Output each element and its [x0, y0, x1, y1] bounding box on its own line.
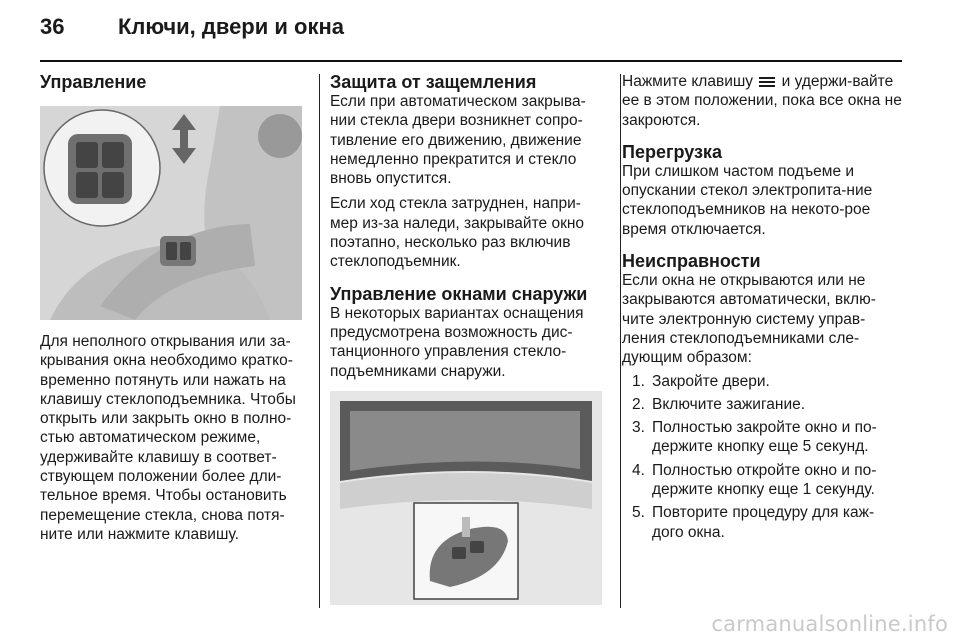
section-heading-overload: Перегрузка: [622, 141, 722, 162]
door-panel-drawing: [40, 106, 302, 320]
reset-steps-list: [622, 372, 904, 542]
column-1: [40, 72, 302, 544]
control-paragraph: Для неполного открывания или за-крывания окна необходимо кратко-временно потянуть или нажать на клавишу стеклоподъемника. Чтобы открыть или закрыть окно в полно-стью автоматическом режиме, удерживайте клавишу в соответ-ствующем положении более дли-тельное время. Чтобы остановить перемещение стекла, снова потя-ните или нажмите клавишу.: [40, 333, 296, 543]
list-item: 4. Полностью откройте окно и по-держите кнопку еще 1 секунду.: [632, 461, 877, 499]
list-item: 3. Полностью закройте окно и по-держите кнопку еще 5 секунд.: [632, 419, 877, 456]
anti-pinch-paragraph-2: Если ход стекла затруднен, напри-мер из-за наледи, закрывайте окно поэтапно, несколько раз включив стеклоподъемник.: [330, 195, 585, 271]
menu-key-text-before: Нажмите клавишу: [622, 73, 754, 90]
car-door-key-drawing: [330, 391, 602, 605]
section-heading-control: Управление: [40, 72, 147, 92]
column-3: [622, 72, 904, 546]
menu-key-icon: [759, 77, 775, 87]
menu-key-paragraph: [622, 72, 904, 130]
column-2: [330, 72, 602, 605]
list-item: 2. Включите зажигание.: [632, 395, 806, 413]
window-switch-illustration: [40, 106, 302, 320]
section-heading-malfunctions: Неисправности: [622, 251, 761, 272]
anti-pinch-paragraph-1: Если при автоматическом закрыва-нии стекла двери возникнет сопро-тивление его движению, движение немедленно прекратится и стекло вновь опустится.: [330, 93, 586, 188]
header-rule: [40, 60, 902, 62]
list-item: 5. Повторите процедуру для каж-дого окна.: [632, 504, 875, 541]
page-number: 36: [40, 14, 65, 39]
external-control-paragraph: В некоторых вариантах оснащения предусмотрена возможность дис-танционного управления стекло-подъемниками снаружи.: [330, 304, 584, 380]
section-heading-anti-pinch: Защита от защемления: [330, 72, 537, 92]
list-item: 1. Закройте двери.: [632, 372, 770, 390]
column-divider-1: [319, 74, 320, 608]
section-heading-external-control: Управление окнами снаружи: [330, 283, 588, 304]
menu-key-text-after: и удержи-вайте ее в этом положении, пока все окна не закроются.: [622, 73, 902, 129]
malfunctions-paragraph: Если окна не открываются или не закрываются автоматически, вклю-чите электронную систему управ-ления стеклоподъемниками сле-дующим образом:: [622, 272, 876, 367]
overload-paragraph: При слишком частом подъеме и опускании стекол электропита-ние стеклоподъемников на некото-рое время отключается.: [622, 162, 873, 238]
column-divider-2: [620, 74, 621, 608]
remote-key-illustration: [330, 391, 602, 605]
watermark: carmanualsonline.info: [711, 612, 948, 636]
chapter-title: Ключи, двери и окна: [118, 14, 344, 39]
